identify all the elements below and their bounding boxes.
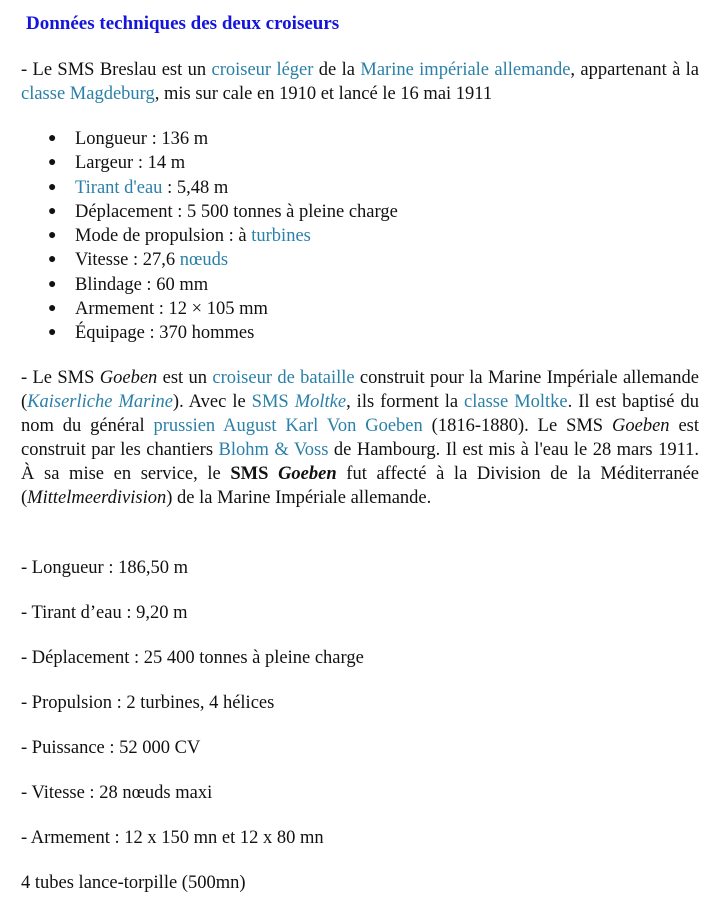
list-item: [0, 248, 398, 272]
bullet-icon: ●: [48, 276, 57, 292]
spec-label: Longueur: [75, 129, 147, 149]
list-item: [0, 273, 398, 297]
spec-sep: :: [144, 323, 160, 344]
spec-label: Largeur: [75, 153, 134, 174]
bullet-icon: ●: [48, 301, 57, 317]
spec-label: Déplacement: [75, 201, 173, 222]
spec-label: Blindage: [75, 274, 142, 295]
goeben-spec-tirant-deau: - Tirant d’eau : 9,20 m: [21, 603, 188, 623]
link-prussien[interactable]: prussien: [153, 416, 216, 436]
spec-label: Armement: [75, 299, 155, 320]
bullet-icon: ●: [48, 325, 57, 341]
list-item: [0, 200, 398, 224]
link-blohm-voss[interactable]: Blohm & Voss: [218, 440, 329, 460]
text: . Il est baptisé du nom du général: [21, 392, 699, 436]
goeben-spec-vitesse: - Vitesse : 28 nœuds maxi: [21, 783, 213, 803]
spec-value: 12 × 105 mm: [168, 299, 268, 320]
spec-value: 370 hommes: [159, 323, 255, 344]
link-tirant-deau[interactable]: Tirant d'eau: [75, 177, 163, 198]
goeben-spec-armement: - Armement : 12 x 150 mn et 12 x 80 mn: [21, 828, 324, 848]
spec-value: 5 500 tonnes à pleine charge: [186, 201, 398, 222]
goeben-spec-deplacement: - Déplacement : 25 400 tonnes à pleine charge: [21, 648, 364, 668]
bullet-icon: ●: [48, 155, 57, 171]
spec-sep: : 27,6: [128, 250, 180, 271]
spec-sep: :: [162, 177, 177, 198]
breslau-specs-list: [0, 127, 398, 346]
link-august-karl-von-goeben[interactable]: August Karl Von Goeben: [223, 416, 423, 436]
bullet-icon: ●: [48, 179, 57, 195]
list-item: [0, 321, 398, 345]
list-item: [0, 127, 398, 151]
spec-sep: :: [133, 153, 148, 174]
page-title: Données techniques des deux croiseurs: [26, 13, 340, 34]
ship-name-italic: Goeben: [99, 368, 158, 388]
spec-value: 60 mm: [156, 274, 209, 295]
breslau-intro: [21, 58, 699, 106]
division-name-italic: Mittelmeerdivision: [27, 488, 167, 508]
text: fut affecté à la Division de la Méditerranée (: [21, 464, 699, 508]
bullet-icon: ●: [48, 252, 57, 268]
link-classe-moltke[interactable]: classe Moltke: [464, 392, 568, 412]
text: est un: [157, 368, 213, 388]
spec-value: 14 m: [147, 153, 186, 174]
list-item: [0, 224, 398, 248]
link-classe-magdeburg[interactable]: classe Magdeburg: [21, 84, 155, 104]
spec-label: Équipage: [75, 323, 145, 344]
list-item: [0, 151, 398, 175]
bullet-icon: ●: [48, 131, 57, 146]
spec-value: 136 m: [161, 129, 209, 149]
link-croiseur-leger[interactable]: croiseur léger: [211, 60, 314, 80]
text: - Le SMS: [21, 368, 100, 388]
ship-name-bold-italic: Goeben: [278, 464, 337, 484]
bullet-icon: ●: [48, 228, 57, 244]
spec-sep: :: [172, 201, 187, 222]
link-noeuds[interactable]: nœuds: [179, 250, 229, 271]
link-text: SMS: [251, 392, 295, 412]
goeben-spec-puissance: - Puissance : 52 000 CV: [21, 738, 201, 758]
link-kaiserliche-marine[interactable]: Kaiserliche Marine: [27, 392, 173, 412]
text: ) de la Marine Impériale allemande.: [166, 488, 432, 508]
text: est construit par les chantiers: [21, 416, 699, 460]
text: - Le SMS Breslau est un: [21, 60, 212, 80]
ship-name-italic: Goeben: [612, 416, 670, 436]
spec-label: Mode de propulsion: [75, 226, 225, 247]
spec-sep: : à: [224, 226, 252, 247]
text: [215, 416, 223, 436]
link-marine-imperiale-allemande[interactable]: Marine impériale allemande: [360, 60, 571, 80]
spec-label: Vitesse: [75, 250, 129, 271]
link-turbines[interactable]: turbines: [251, 226, 311, 247]
text: , mis sur cale en 1910 et lancé le 16 mai 1911: [154, 84, 493, 104]
goeben-intro: [21, 366, 699, 510]
text: de la: [313, 60, 361, 80]
link-croiseur-de-bataille[interactable]: croiseur de bataille: [212, 368, 355, 388]
spec-value: 5,48 m: [176, 177, 229, 198]
text: , appartenant à la: [570, 60, 700, 80]
link-sms-moltke[interactable]: [252, 392, 346, 412]
goeben-spec-longueur: - Longueur : 186,50 m: [21, 558, 188, 578]
text: , ils forment la: [346, 392, 465, 412]
text: construit pour la Marine Impériale allemande (: [21, 368, 699, 412]
list-item: [0, 176, 398, 200]
spec-sep: :: [146, 129, 162, 149]
list-item: [0, 297, 398, 321]
spec-sep: :: [141, 274, 157, 295]
bullet-icon: ●: [48, 203, 57, 219]
link-text-italic: Moltke: [294, 392, 347, 412]
ship-name-bold: SMS: [230, 464, 279, 484]
text: (1816-1880). Le SMS: [422, 416, 612, 436]
spec-sep: :: [154, 299, 169, 320]
text: ). Avec le: [172, 392, 252, 412]
text: de Hambourg. Il est mis à l'eau le 28 mars 1911. À sa mise en service, le: [21, 440, 700, 484]
goeben-spec-torpilles: 4 tubes lance-torpille (500mn): [21, 873, 246, 893]
goeben-spec-propulsion: - Propulsion : 2 turbines, 4 hélices: [21, 693, 275, 713]
